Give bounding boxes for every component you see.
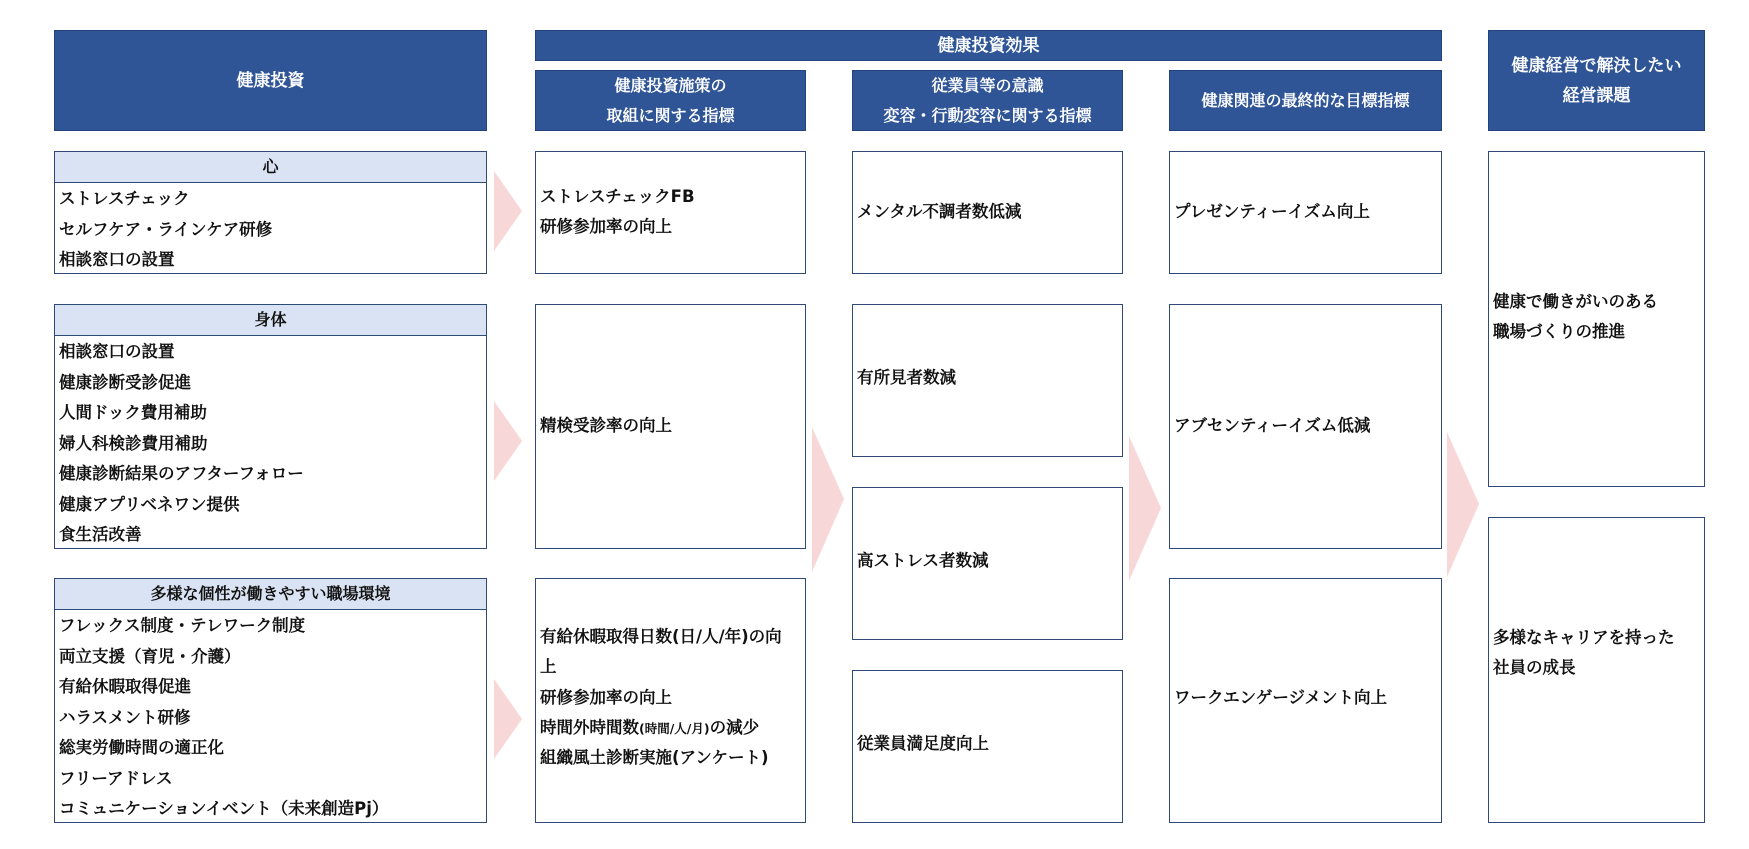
measures-box-3-line1: 有給休暇取得日数(日/人/年)の向	[540, 627, 782, 646]
list-item: 健康診断受診促進	[59, 372, 191, 392]
awareness-box-2-text: 有所見者数減	[857, 368, 956, 387]
measures-box-3-line5: 組織風土診断実施(アンケート)	[540, 748, 769, 767]
list-item: フレックス制度・テレワーク制度	[59, 616, 306, 635]
awareness-box-4-text: 従業員満足度向上	[857, 734, 989, 753]
header-final	[1169, 70, 1442, 131]
list-item: 相談窓口の設置	[59, 342, 175, 361]
header-investment	[54, 30, 487, 131]
list-item: 健康アプリベネワン提供	[59, 494, 240, 514]
issue-box-1-line2: 職場づくりの推進	[1493, 322, 1625, 341]
final-box-1-text: プレゼンティーイズム向上	[1174, 202, 1370, 221]
measures-box-3-line4	[540, 713, 803, 745]
awareness-box-3-text: 高ストレス者数減	[857, 551, 989, 570]
header-effect	[535, 30, 1442, 61]
issue-box-2-line2: 社員の成長	[1493, 658, 1576, 677]
category-workplace-title: 多様な個性が働きやすい職場環境	[55, 579, 486, 610]
list-item: 人間ドック費用補助	[59, 403, 207, 422]
awareness-box-1	[852, 151, 1123, 274]
header-awareness-line2: 変容・行動変容に関する指標	[883, 105, 1092, 125]
awareness-box-2	[852, 304, 1123, 457]
arrow-right-icon	[494, 679, 524, 759]
list-item: 相談窓口の設置	[59, 250, 175, 269]
final-box-2	[1169, 304, 1442, 549]
measures-box-2-text: 精検受診率の向上	[540, 416, 672, 435]
final-box-3-text: ワークエンゲージメント向上	[1174, 688, 1388, 707]
list-item: セルフケア・ラインケア研修	[59, 219, 273, 239]
header-measures	[535, 70, 806, 131]
header-awareness	[852, 70, 1123, 131]
issue-box-1	[1488, 151, 1705, 487]
list-item: 有給休暇取得促進	[59, 677, 191, 696]
category-workplace	[54, 578, 487, 823]
category-mind-title: 心	[55, 152, 486, 183]
arrow-right-icon	[1129, 436, 1163, 581]
measures-box-3-line2: 上	[540, 657, 557, 676]
awareness-box-4	[852, 670, 1123, 823]
list-item: ストレスチェック	[59, 189, 190, 208]
arrow-right-icon	[1447, 432, 1481, 577]
list-item: 総実労働時間の適正化	[59, 738, 224, 757]
category-workplace-items	[55, 610, 486, 825]
arrow-right-icon	[812, 427, 846, 572]
measures-box-3	[535, 578, 806, 823]
measures-box-1	[535, 151, 806, 274]
header-investment-label: 健康投資	[236, 70, 305, 91]
header-measures-line2: 取組に関する指標	[606, 105, 735, 125]
measures-box-3-line4b: (時間/人/月)	[639, 721, 710, 736]
final-box-2-text: アブセンティーイズム低減	[1174, 416, 1371, 435]
header-effect-label: 健康投資効果	[937, 35, 1040, 56]
header-measures-line1: 健康投資施策の	[614, 75, 727, 95]
category-body-title: 身体	[55, 305, 486, 336]
header-awareness-line1: 従業員等の意識	[931, 75, 1044, 95]
awareness-box-3	[852, 487, 1123, 640]
measures-box-3-line4a: 時間外時間数	[540, 718, 639, 737]
category-body	[54, 304, 487, 549]
measures-box-1-line2: 研修参加率の向上	[540, 217, 672, 236]
header-issues	[1488, 30, 1705, 131]
list-item: 両立支援（育児・介護）	[59, 646, 241, 666]
header-final-label: 健康関連の最終的な目標指標	[1201, 90, 1410, 110]
header-issues-line2: 経営課題	[1562, 85, 1631, 106]
measures-box-3-line4c: の減少	[709, 718, 760, 737]
issue-box-2	[1488, 517, 1705, 823]
measures-box-2	[535, 304, 806, 549]
arrow-right-icon	[494, 401, 524, 481]
list-item: ハラスメント研修	[59, 707, 191, 727]
list-item: フリーアドレス	[59, 768, 173, 788]
header-issues-line1: 健康経営で解決したい	[1511, 55, 1682, 76]
final-box-1	[1169, 151, 1442, 274]
category-mind-items	[55, 183, 486, 276]
list-item: コミュニケーションイベント（未来創造Pj）	[59, 799, 389, 818]
list-item: 食生活改善	[59, 525, 142, 544]
list-item: 健康診断結果のアフターフォロー	[59, 464, 304, 483]
issue-box-2-line1: 多様なキャリアを持った	[1493, 628, 1675, 647]
category-mind	[54, 151, 487, 274]
measures-box-1-line1: ストレスチェックFB	[540, 187, 695, 206]
issue-box-1-line1: 健康で働きがいのある	[1493, 292, 1658, 311]
awareness-box-1-text: メンタル不調者数低減	[857, 202, 1022, 221]
list-item: 婦人科検診費用補助	[59, 433, 208, 453]
final-box-3	[1169, 578, 1442, 823]
arrow-right-icon	[494, 171, 524, 251]
category-body-items	[55, 336, 486, 551]
measures-box-3-line3: 研修参加率の向上	[540, 688, 672, 707]
